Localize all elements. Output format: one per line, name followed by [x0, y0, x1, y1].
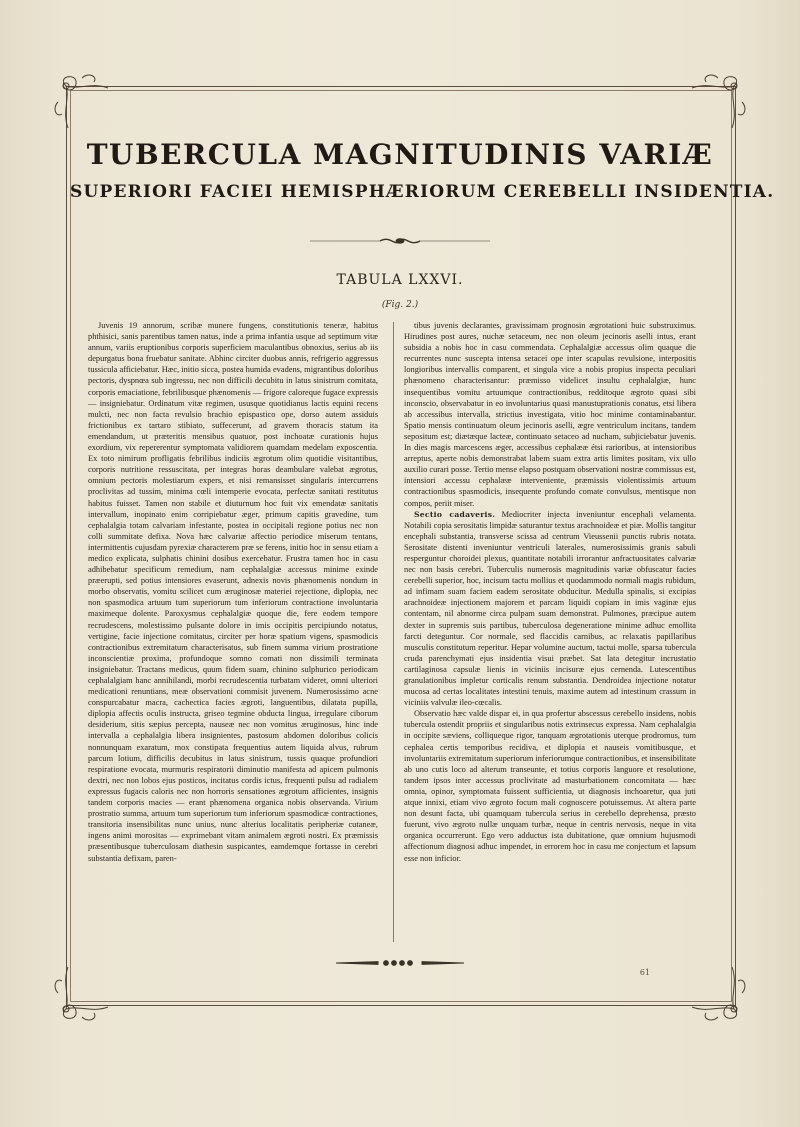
plate-title: TUBERCULA MAGNITUDINIS VARIÆ — [86, 138, 714, 171]
text-column-right — [404, 320, 696, 948]
paragraph: tibus juvenis declarantes, gravissimam prognosin ægrotationi huic substruximus. Hirudines post aures, nuchæ setaceum, nec non oleum jecinoris aselli intus, erant subsidia a nobis hoc in casu commendata. Cephalalgiæ accessus olim quaque die recurrentes nunc suscepta intensa setacei ope inter scapulas revulsione, interpositis longioribus intervallis comparent, et singula vice a nobis propius inspecta peculiari phænomeno characterisantur: præmisso videlicet insultu cephalalgiæ, hunc insequentibus vomitu artuumque contractionibus, redditoque ægroto quasi sibi inconscio, observabatur in eo involuntarius quasi manustuprationis conatus, etsi libera ab accessibus intervalla, strictius investigata, vitio hoc minime contaminabantur. Spatio mensis continuatum oleum jecinoris aselli, ægre ventriculum incitans, tandem sepositum est; diætæque lacteæ, continuato setaceo ad nucham, subjiciebatur juvenis. In dies magis marcescens æger, accessibus cephalææ étsi rarioribus, at intensioribus arreptus, aperte nobis demonstrabat labem suam extra artis limites positam, vix ullo auxilio curari posse. Tertio mense elapso postquam observationi nostræ commissus est, intensiori accessu cephalææ interveniente, præmissis violentissimis artuum contractionibus spasmodicis, insequente profundo comate convulsus, mentisque non compos, periit miser. — [404, 321, 696, 508]
paragraph: Observatio hæc valde dispar ei, in qua profertur abscessus cerebello insidens, nobis tubercula ostendit propriis et singularibus notis extrinsecus expressa. Nam cephalalgia in occipite sæviens, colliqueque rigor, tanquam ægrotationis uterque prodromus, tum cephalea certis temporibus recidiva, et diplopia et nauseis vomitibusque, et involuntariis extremitatum superiorum inferiorumque contractionibus, et insensibilitate ab uno cutis loco ad alterum transeunte, et totius corporis languore et resolutione, tandem ipsos inter accessus proclivitate ad masturbationem concomitata — hæc omnia, opinor, symptomata fuissent sufficientia, ut diagnosis inchoaretur, qua juti atque innixi, etiam vivo ægroto focum mali cognoscere potuissemus. At altera parte non desunt facta, ubi quamquam tubercula serius in cerebello deprehensa, præsto fuerunt, vivo ægroto nullæ unquam turbæ, neque in centris nervosis, neque in vita organica occurrerunt. Ego vero adductus ista dubitatione, quæ omnium hujusmodi affectionum diagnosi adhuc impendet, in errorem hoc in casu me conjectum et lapsum esse non inficior. — [404, 709, 696, 863]
column-divider — [393, 322, 394, 942]
scroll-rule-icon — [300, 232, 500, 244]
plate-subtitle: SUPERIORI FACIEI HEMISPHÆRIORUM CEREBELLI INSIDENTIA. — [70, 182, 775, 202]
corner-flourish-icon — [682, 957, 752, 1027]
paragraph — [404, 509, 696, 709]
paragraph: Juvenis 19 annorum, scribæ munere fungens, constitutionis teneræ, habitus phthisici, sanis parentibus tamen natus, inde a prima infantia usque ad septimum vitæ annum, variis eruptionibus corporis superficiem maculantibus obnoxius, serius ab iis depurgatus bona fruebatur sanitate. Abhinc circiter duobus annis, refrigerio aggressus tussicula afficiebatur. Hæc, initio sicca, postea humida evadens, migrantibus doloribus pectoris, dyspnœa sub ingressu, nec non difficili decubitu in latus sinistrum comitata, corporis emaciatione, febrilibusque phænomenis — frigore caloreque fugace expressis — insigniebatur. Ordinatum vitæ regimen, ususque quotidianus lactis equini recens mulcti, nec non facta revulsio brachio epispastico ope, dorso autem assiduis frictionibus ex tartaro stibiato, suffecerunt, ad gravem thoracis statum ita emendandum, ut præteritis mensibus quatuor, post inchoatæ curationis hujus exordium, vix repererentur symptomata validiorem quamdam medelam exposcentia. Ex toto nimirum profligatis febrilibus indiciis ægrotum olim quotidie visitantibus, corporis nutritione ressuscitata, per integras horas deambulare valebat ægrotus, omnium pectoris molestiarum expers, et nisi remansisset singularis intercurrens proclivitas ad tussim, minima cœli intemperie evocata, perfectæ sanitati restitutus habitus fuisset. Tamen non stabile et diuturnum hoc fuit vix emendatæ sanitatis intervallum, inopinato enim corripiebatur æger, primum capitis gravedine, tum cephalalgia totam calvariam infestante, postea in occipitali regione potius nec non colli summitate defixa. Nova hæc calvariæ affectio periodice miserum tentans, intermittentis cujusdam pyrexiæ characterem præ se ferens, initio hoc in sensu etiam a medico explicata, sulphatis chinini dosibus exercebatur. Frustra tamen hoc in casu adhibebatur specificum remedium, nam cephalalgiæ accessus minime exinde præerupti, sed potius intensiores evaserunt, adnexis novis phænomenis nondum in morbo observatis, vomitu scilicet cum æruginosæ materiei rejectione, diplopia, nec non spasmodica artuum tum superiorum tum inferiorum contractione involuntaria maximeque dolente. Paroxysmus cephalalgiæ quoque die, fere eodem tempore recrudescens, molestissimo pulsante dolore in imis occipitis percipiundo notatus, vertigine, facie injectione comitatus, circiter per horæ spatium vigens, spasmodicis contractionibus extremitatum characterisatus, sub finem summa virium prostratione inconscientiæ proxima, profundoque somno comati non dissimili terminata insigniebatur. Tractans medicus, quum fidem suam, chinino sulphurico periodicam cephalalgiam hanc annihilandi, morbi recrudescentia turbatam videret, omni ulteriori medicationi renuntians, meæ observationi commisit juvenem. Numerosissimo acne conspurcabatur macra, cachectica facies ægroti, languentibus, dilatata pupilla, diplopia affectis oculis instructa, griseo tegmine obducta lingua, irregulare ciborum desiderium, sitis sæpius percepta, nauseæ nec non vomitus æruginosus, hinc inde intervalla a cephalalgia libera insignientes, pastosum abdomen doloribus colicis nonnunquam exaratum, mox constipata frequentius autem liquida alvus, rubrum parcum lotium, difficilis decubitus in latus sinistrum, tussis quaque profundiori respiratione evocata, murmuris respiratorii diminutio manifesta ad apicem pulmonis dextri, nec non lobos ejus posticos, incitatus cordis ictus, frequenti pulsu ad radialem expressus fugacis caloris nec non horroris sensationes ægrotum afficientes, insignis tandem corporis macies — erant phænomena organica nobis observanda. Virium prostratio summa, artuum tum superiorum tum inferiorum spasmodicæ contractiones, transitoria insensibilitas nunc unius, nunc alterius localitatis peripheriæ cutaneæ, ingens animi morositas — exprimebant vitam animalem ægroti nostri. Ex præmissis præsentibusque tuberculosam diathesin suspicantes, eamdemque fortasse in cerebri substantia defixam, paren- — [88, 321, 378, 863]
section-heading: Sectio cadaveris. — [414, 509, 496, 519]
bead-rule-icon — [330, 954, 470, 966]
corner-flourish-icon — [48, 957, 118, 1027]
plate-number: TABULA LXXVI. — [336, 272, 464, 288]
text-column-left — [88, 320, 378, 948]
page-number: 61 — [639, 968, 650, 977]
figure-reference: (Fig. 2.) — [381, 300, 419, 310]
section-text: Mediocriter injecta inveniuntur encephali velamenta. Notabili copia serositatis limpidæ saturantur textus arachnoideæ et piæ. Mollis tangitur encephali substantia, transverse scissa ad centrum Vieussenii punctis rubris notata. Serositate distenti inveniuntur ventriculi laterales, numerosissimis granis sabuli resperguntur choroidei plexus, quantitate notabili irrorantur anfractuositates calvariæ nec non basis cerebri. Tuberculis numerosis magnitudinis variæ obfuscatur facies cerebelli superior, hoc, incisum tactu mollius et quodammodo normali magis rubidum, ad infimam suam faciem eadem serositate obducitur. Medulla spinalis, si excipias arachnoideæ injectionem majorem et parcam liquidi copiam in imis vaginæ ejus contentam, nil abnorme circa pulpam suam demonstrat. Pulmones, præcipue autem dexter in supremis suis partibus, tuberculosa degeneratione minime adhuc emollita farcti deteguntur. Cor normale, sed flaccidis carnibus, ac relaxatis papillaribus musculis constitutum reperitur. Hepar volumine auctum, tactui molle, sparsa tubercula cruda parenchymati ejus insidentia visui præbet. Sat lata detegitur incrustatio cartilaginosa capsulæ lienis in viciniis incisuræ ejus cernenda. Lutescentibus granulationibus impletur corticalis renum substantia. Dendroidea injectione notatur mucosa ad certas localitates intestini tenuis, maxime autem ad intestinum crassum in viciniis valvulæ ileo-cœcalis. — [404, 509, 696, 708]
corner-flourish-icon — [48, 68, 118, 138]
corner-flourish-icon — [682, 68, 752, 138]
